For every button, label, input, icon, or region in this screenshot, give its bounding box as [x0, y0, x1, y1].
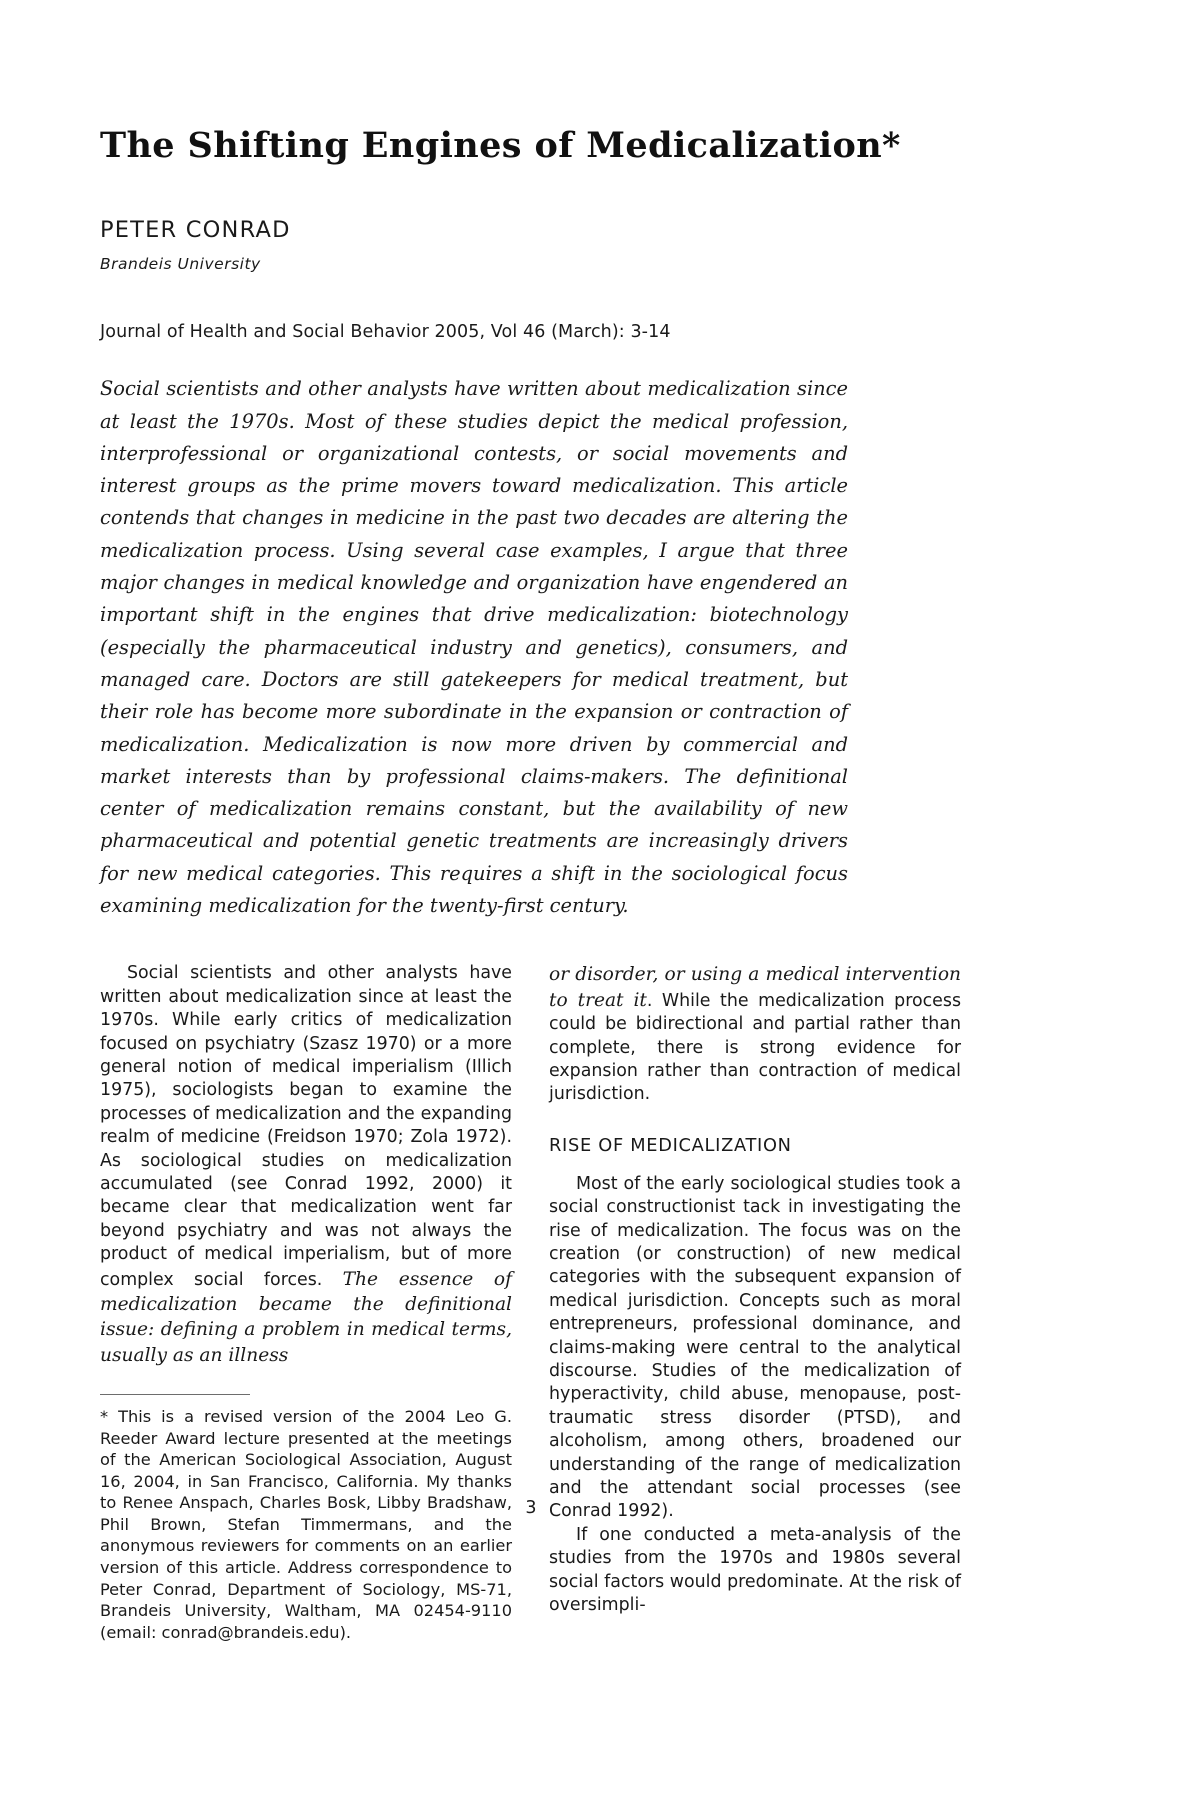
page-title: The Shifting Engines of Medicalization*	[100, 125, 901, 166]
page-content	[100, 0, 962, 1643]
right-paragraph-1-emphasis: or disorder, or using a medical intervention to treat it	[549, 964, 961, 1011]
author-name: PETER CONRAD	[100, 217, 291, 244]
section-heading-rise-of-medicalization: RISE OF MEDICALIZATION	[549, 1134, 792, 1156]
body-columns	[100, 962, 962, 1643]
right-paragraph-3: If one conducted a meta-analysis of the studies from the 1970s and 1980s several social factors would predominate. At the risk of oversimpli-	[549, 1524, 961, 1616]
journal-citation: Journal of Health and Social Behavior 2005, Vol 46 (March): 3-14	[100, 322, 671, 343]
footnote-divider	[100, 1394, 250, 1395]
right-column	[549, 962, 961, 1643]
left-column	[100, 962, 512, 1643]
right-paragraph-1	[549, 962, 961, 1106]
left-paragraph-1-emphasis: The essence of medicalization became the definitional issue: defining a problem in medical terms, usually as an illness	[100, 1268, 512, 1366]
left-paragraph-1-roman: Social scientists and other analysts have written about medicalization since at least the 1970s. While early critics of medicalization focused on psychiatry (Szasz 1970) or a more general notion of medical imperialism (Illich 1975), sociologists began to examine the processes of medicalization and the expanding realm of medicine (Freidson 1970; Zola 1972). As sociological studies on medicalization accumulated (see Conrad 1992, 2000) it became clear that medicalization went far beyond psychiatry and was not always the product of medical imperialism, but of more complex social forces.	[100, 963, 512, 1290]
abstract-text: Social scientists and other analysts have written about medicalization since at least the 1970s. Most of these studies depict the medical profession, interprofessional or organizational contests, or social movements and interest groups as the prime movers toward medicalization. This article contends that changes in medicine in the past two decades are altering the medicalization process. Using several case examples, I argue that three major changes in medical knowledge and organization have engendered an important shift in the engines that drive medicalization: biotechnology (especially the pharmaceutical industry and genetics), consumers, and managed care. Doctors are still gatekeepers for medical treatment, but their role has become more subordinate in the expansion or contraction of medicalization. Medicalization is now more driven by commercial and market interests than by professional claims-makers. The definitional center of medicalization remains constant, but the availability of new pharmaceutical and potential genetic treatments are increasingly drivers for new medical categories. This requires a shift in the sociological focus examining medicalization for the twenty-first century.	[100, 377, 848, 917]
author-affiliation: Brandeis University	[100, 255, 261, 274]
page-number: 3	[525, 1498, 537, 1518]
right-paragraph-1-roman: . While the medicalization process could be bidirectional and partial rather than complete, there is strong evidence for expansion rather than contraction of medical jurisdiction.	[549, 990, 961, 1105]
footnote-text: * This is a revised version of the 2004 Leo G. Reeder Award lecture presented at the meetings of the American Sociological Association, August 16, 2004, in San Francisco, California. My thanks to Renee Anspach, Charles Bosk, Libby Bradshaw, Phil Brown, Stefan Timmermans, and the anonymous reviewers for comments on an earlier version of this article. Address correspondence to Peter Conrad, Department of Sociology, MS-71, Brandeis University, Waltham, MA 02454-9110 (email: conrad@brandeis.edu).	[100, 1407, 512, 1642]
left-paragraph-1	[100, 962, 512, 1368]
right-paragraph-2: Most of the early sociological studies took a social constructionist tack in investigating the rise of medicalization. The focus was on the creation (or construction) of new medical categories with the subsequent expansion of medical jurisdiction. Concepts such as moral entrepreneurs, professional dominance, and claims-making were central to the analytical discourse. Studies of the medicalization of hyperactivity, child abuse, menopause, post-traumatic stress disorder (PTSD), and alcoholism, among others, broadened our understanding of the range of medicalization and the attendant social processes (see Conrad 1992).	[549, 1173, 961, 1522]
